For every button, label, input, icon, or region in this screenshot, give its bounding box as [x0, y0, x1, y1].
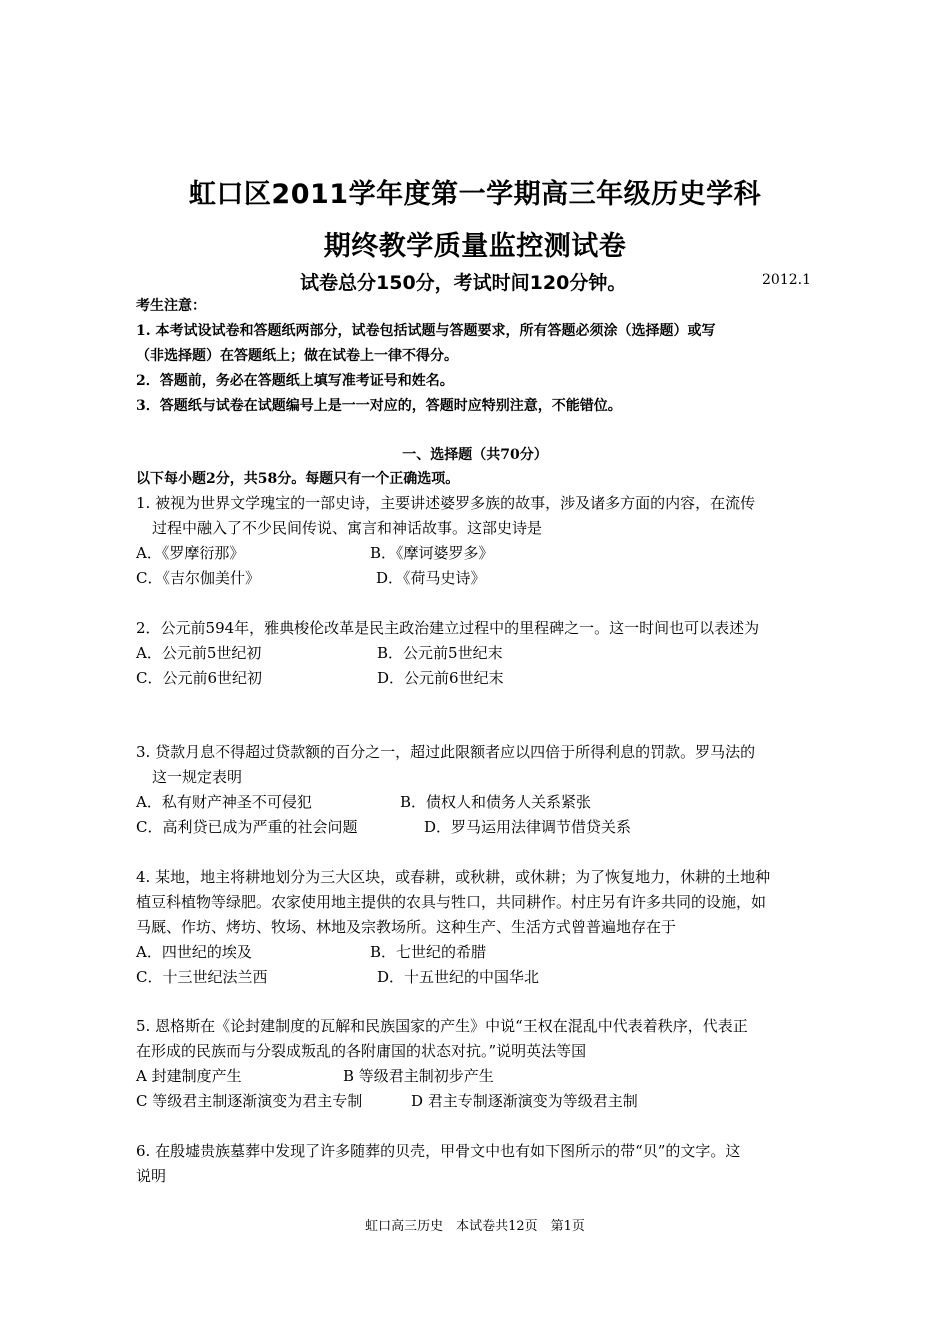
q5-option-a: A 封建制度产生	[136, 1067, 242, 1085]
section-instruction: 以下每小题2分，共58分。每题只有一个正确选项。	[136, 471, 460, 487]
question-6: 6. 在殷墟贵族墓葬中发现了许多随葬的贝壳，甲骨文中也有如下图所示的带“贝”的文字。这	[136, 1142, 741, 1160]
exam-info: 试卷总分150分，考试时间120分钟。	[300, 272, 627, 294]
notice-item-1: 1. 本考试设试卷和答题纸两部分，试卷包括试题与答题要求，所有答题必须涂（选择题）或写	[136, 323, 716, 339]
question-1-cont: 过程中融入了不少民间传说、寓言和神话故事。这部史诗是	[152, 519, 543, 537]
page-title-line2: 期终教学质量监控测试卷	[323, 231, 627, 262]
q1-option-c: C．《吉尔伽美什》	[136, 569, 260, 587]
notice-heading: 考生注意：	[136, 298, 206, 314]
notice-item-2: 2．答题前，务必在答题纸上填写准考证号和姓名。	[136, 373, 454, 389]
q2-option-a: A．公元前5世纪初	[136, 644, 262, 662]
q3-option-d: D．罗马运用法律调节借贷关系	[424, 818, 632, 836]
q5-option-c: C 等级君主制逐渐演变为君主专制	[136, 1092, 363, 1110]
q5-option-b: B 等级君主制初步产生	[343, 1067, 494, 1085]
q4-option-a: A．四世纪的埃及	[136, 943, 252, 961]
question-5: 5. 恩格斯在《论封建制度的瓦解和民族国家的产生》中说“王权在混乱中代表着秩序，代表正	[136, 1017, 748, 1035]
q1-option-b: B．《摩诃婆罗多》	[370, 544, 494, 562]
section-title: 一、选择题（共70分）	[402, 447, 548, 463]
q2-option-b: B．公元前5世纪末	[377, 644, 503, 662]
question-4-cont-2: 马厩、作坊、烤坊、牧场、林地及宗教场所。这种生产、生活方式曾普遍地存在于	[136, 918, 677, 936]
question-1: 1. 被视为世界文学瑰宝的一部史诗，主要讲述婆罗多族的故事，涉及诸多方面的内容，在流传	[136, 494, 756, 512]
q5-option-d: D 君主专制逐渐演变为等级君主制	[411, 1092, 638, 1110]
q4-option-c: C．十三世纪法兰西	[136, 968, 268, 986]
question-3: 3. 贷款月息不得超过贷款额的百分之一，超过此限额者应以四倍于所得利息的罚款。罗马法的	[136, 743, 756, 761]
notice-item-1-cont: （非选择题）在答题纸上；做在试卷上一律不得分。	[136, 348, 458, 364]
q3-option-b: B．债权人和债务人关系紧张	[400, 793, 592, 811]
question-4-cont: 植豆科植物等绿肥。农家使用地主提供的农具与牲口，共同耕作。村庄另有许多共同的设施，如	[136, 893, 767, 911]
question-6-cont: 说明	[136, 1167, 167, 1185]
question-2: 2．公元前594年，雅典梭伦改革是民主政治建立过程中的里程碑之一。这一时间也可以表述为	[136, 619, 760, 637]
q1-option-a: A．《罗摩衍那》	[136, 544, 245, 562]
notice-item-3: 3．答题纸与试卷在试题编号上是一一对应的，答题时应特别注意，不能错位。	[136, 398, 622, 414]
q2-option-c: C．公元前6世纪初	[136, 669, 263, 687]
q3-option-a: A．私有财产神圣不可侵犯	[136, 793, 312, 811]
q1-option-d: D．《荷马史诗》	[376, 569, 486, 587]
question-4: 4. 某地，地主将耕地划分为三大区块，或春耕，或秋耕，或休耕；为了恢复地力，休耕的土地种	[136, 868, 771, 886]
question-5-cont: 在形成的民族而与分裂成叛乱的各附庸国的状态对抗。”说明英法等国	[136, 1042, 587, 1060]
q4-option-b: B．七世纪的希腊	[370, 943, 487, 961]
q2-option-d: D．公元前6世纪末	[377, 669, 504, 687]
q4-option-d: D．十五世纪的中国华北	[377, 968, 540, 986]
page-title: 虹口区2011学年度第一学期高三年级历史学科	[188, 179, 762, 210]
exam-date: 2012.1	[762, 272, 811, 288]
question-3-cont: 这一规定表明	[152, 768, 243, 786]
page-footer: 虹口高三历史 本试卷共12页 第1页	[365, 1219, 585, 1234]
q3-option-c: C．高利贷已成为严重的社会问题	[136, 818, 358, 836]
